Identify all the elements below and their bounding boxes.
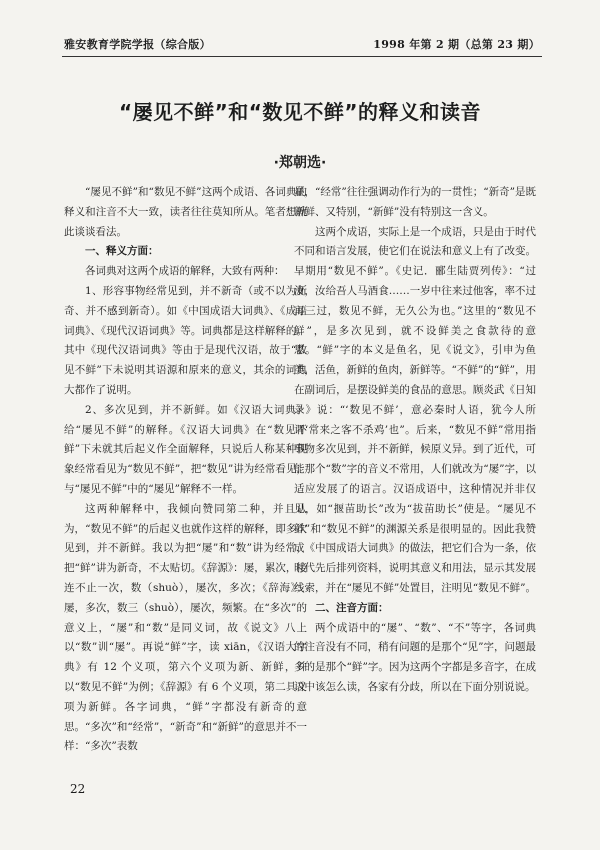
article-title: “屡见不鲜”和“数见不鲜”的释义和读音 (118, 100, 482, 124)
running-header-journal: 雅安教育学院学报（综合版） (64, 38, 211, 51)
body-paragraph: “屡见不鲜”和“数见不鲜”这两个成语、各词典的释义和注音不大一致，读者往往莫知所从。笔者想就此谈谈看法。 (64, 186, 307, 238)
body-paragraph: 这两种解释中，我倾向赞同第二种，并且认为，“数见不鲜”的后起义也就作这样的解释，即多次见到，并不新鲜。我以为把“屡”和“数”讲为经常，把“鲜”讲为新奇，不太贴切。《辞源》：屡，累次，接连不止一次，数（shuò），屡次，多次；《辞海》：屡，多次，数三（shuò），屡次，频繁。在“多次”的意义上，“屡”和“数”是同义词，故《说文》八上以“数”训“屡”。再说“鲜”字，读 xiān，《汉语大字典》有 12 个义项，第六个义项为新、新鲜，并以“数见不鲜”为例；《辞源》有 6 个义项，第二具义项为新鲜。各字词典，“鲜”字都没有新奇的意思。“多次”和“经常”，“新奇”和“新鲜”的意思并不一样：“多次”表数 (64, 502, 307, 753)
text-column-left (64, 183, 307, 757)
text-column-right (294, 183, 536, 698)
section-heading: 二、注音方面： (315, 601, 389, 614)
article-author: ·郑朝选· (273, 155, 327, 171)
section-heading: 一、释义方面： (85, 245, 159, 258)
header-rule (62, 56, 542, 57)
running-header-issue: 1998 年第 2 期（总第 23 期） (373, 38, 540, 51)
page-number: 22 (70, 782, 86, 796)
body-paragraph: 各词典对这两个成语的解释，大致有两种： (85, 265, 285, 278)
body-paragraph: 2、多次见到，并不新鲜。如《汉语大词典》给“屡见不鲜”的解释。《汉语大词典》在“数见不鲜”下未就其后起义作全面解释，只说后人称某种现象经常看见为“数见不鲜”，把“数见”讲为经常看见，与“屡见不鲜”中的“屡见”解释不一样。 (64, 403, 307, 495)
body-paragraph: 这两个成语，实际上是一个成语，只是由于时代不同和语言发展，使它们在说法和意义上有了改变。早期用“数见不鲜”。《史记．郦生陆贾列传》：“过汝，汝给吾人马酒食……一岁中往来过他客，率不过再三过，数见不鲜，无久公为也。”这里的“数见不鲜”，是多次见到，就不设鲜美之食款待的意思。“鲜”字的本义是鱼名，见《说文》，引申为鱼类，活鱼，新鲜的鱼肉，新鲜等。“不鲜”的“鲜”，用在副词后，是摆设鲜美的食品的意思。顾炎武《日知录》说：“‘数见不鲜’，意必秦时人语，犹今人所谓‘常来之客不杀鸡’也”。后来，“数见不鲜”常用指事物多次见到，并不新鲜，候原义异。到了近代，可能那个“数”字的音义不常用，人们就改为“屡”字，以适应发展了的语言。汉语成语中，这种情况并非仅见，如“揠苗助长”改为“拔苗助长”使是。“屡见不鲜”和“数见不鲜”的渊源关系是很明显的。因此我赞成《中国成语大词典》的做法，把它们合为一条，依时代先后排列资料，说明其意义和用法，显示其发展线索，并在“屡见不鲜”处置目，注明见“数见不鲜”。 (294, 225, 536, 594)
body-paragraph: 两个成语中的“屡”、“数”、“不”等字，各词典的注音没有不同，稍有问题的是那个“见”字，问题最多的是那个“鲜”字。因为这两个字都是多音字，在成语中该怎么读，各家有分歧，所以在下面分别说说。 (294, 621, 536, 693)
body-paragraph: 量，“经常”往往强调动作行为的一贯性；“新奇”是既新鲜、又特别，“新鲜”没有特别这一含义。 (294, 186, 536, 218)
body-paragraph: 1、形容事物经常见到，并不新奇（或不以为新奇、并不感到新奇）。如《中国成语大词典》、《成语词典》、《现代汉语词典》等。词典都是这样解释的。其中《现代汉语词典》等由于是现代汉语，故于“数见不鲜”下未说明其语源和原来的意义，其余的词典大都作了说明。 (64, 284, 307, 396)
